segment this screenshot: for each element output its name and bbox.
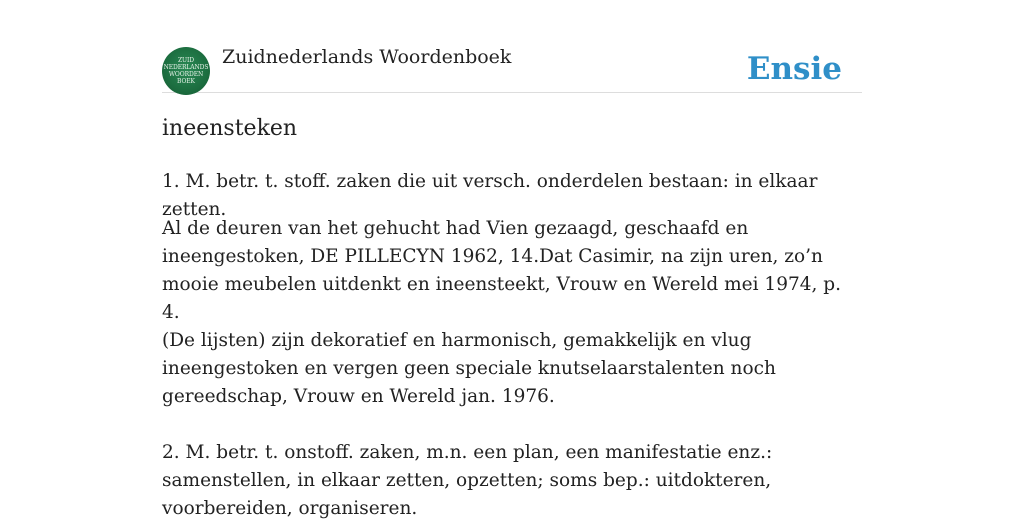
dictionary-logo[interactable] [162, 47, 210, 95]
site-header [162, 0, 862, 93]
definition-paragraph: 1. M. betr. t. stoff. zaken die uit versch. onderdelen bestaan: in elkaar zetten. [162, 171, 818, 220]
page-container [162, 0, 862, 519]
citation-paragraph: (De lijsten) zijn dekoratief en harmonisch, gemakkelijk en vlug ineengestoken en vergen geen speciale knutselaarstalenten noch gereedschap, Vrouw en Wereld jan. 1976. [162, 330, 776, 407]
definition-paragraph: 2. M. betr. t. onstoff. zaken, m.n. een plan, een manifestatie enz.: samenstellen, in elkaar zetten, opzetten; soms bep.: uitdokteren, voorbereiden, organiseren. [162, 442, 773, 519]
site-name-link[interactable]: Zuidnederlands Woordenboek [222, 46, 512, 68]
ensie-brand-link[interactable]: Ensie [746, 51, 842, 87]
entry-headword: ineensteken [162, 116, 298, 141]
citation-paragraph: Al de deuren van het gehucht had Vien gezaagd, geschaafd en ineengestoken, DE PILLECYN 1962, 14.Dat Casimir, na zijn uren, zo’n mooie meubelen uitdenkt en ineensteekt, Vrouw en Wereld mei 1974, p. 4. [162, 218, 841, 323]
logo-text: ZUID NEDERLANDS WOORDEN BOEK [163, 57, 209, 85]
